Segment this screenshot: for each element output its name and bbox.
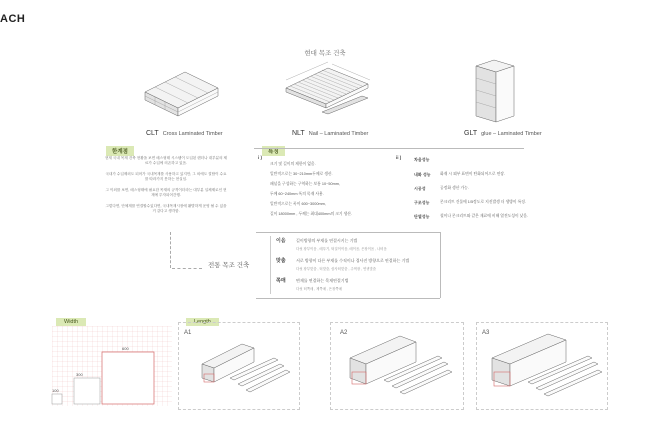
length-label-a2: A2: [340, 330, 348, 336]
joinery-term-1: 이음: [276, 238, 286, 244]
feature-item-2: 일반적으로는 30~210mm두께로 생산.: [270, 172, 333, 176]
limits-p1: 현재 국내 목재 건축 현황을 보면 매스형태 시스템이 도입된 렌더나 대부분의 제료가 수입에 의존하고 있음.: [104, 156, 228, 165]
nlt-caption: [292, 130, 368, 137]
glt-abbr: GLT: [464, 130, 478, 137]
joinery-term-3: 쪽매: [276, 278, 286, 284]
length-a3-drawing: [488, 332, 604, 400]
prop-label-4: 구조성능: [414, 200, 430, 205]
joinery-sub-3: 다섯 턱쪽매 , 제쪽매 , 은장쪽매: [296, 287, 342, 291]
feature-item-3: 패널을 구성하는 구역하는 보통 10~50mm,: [270, 182, 340, 186]
joinery-desc-2: 서로 방향이 다른 부재를 수직이나 경사진 방향으로 연결하는 기법: [296, 258, 410, 263]
feature-item-4: 두께 60~240mm 폭의 목재 사용.: [270, 192, 324, 196]
joinery-sub-1: 다섯 장부이음 , 메뚜기, 턱걸이이음, 메이음, 은장이음 , 나비음: [296, 247, 387, 251]
clt-caption: [146, 130, 223, 137]
clt-illustration: [140, 62, 220, 122]
joinery-dash-h: [172, 268, 202, 269]
feature-item-5: 일반적으로는 폭이 600~3000mm,: [270, 202, 326, 206]
length-label-a1: A1: [184, 330, 192, 336]
nlt-illustration: [282, 60, 372, 122]
clt-name: Cross Laminated Timber: [162, 131, 223, 137]
limits-p4: 그렇다면, 단체재를 연결할수있다면, 국내목재시장에 활발하게 운영 될 수 있을 거 같다고 생각함.: [105, 204, 227, 213]
features-tag: 특징: [262, 146, 285, 156]
joinery-right-rule: [440, 232, 441, 298]
width-tag: Width: [56, 318, 86, 326]
limits-tag: 한계점: [106, 146, 134, 156]
width-dim-300: 300: [76, 372, 83, 377]
prop-value-2: 화재 시 외부 표면이 탄화되어으로 연장.: [440, 172, 506, 176]
prop-value-3: 공정화 생산 가능.: [440, 186, 469, 190]
prop-label-1: 차음성능: [414, 157, 430, 162]
length-a2-drawing: [344, 334, 454, 398]
main-title: 현대 목조 건축: [304, 50, 346, 57]
joinery-desc-3: 면재를 연결하는 목재연결기법: [296, 278, 349, 283]
feature-item-6: 길이 18000mm , 두께는 최대400mm의 크기 생산.: [270, 212, 352, 216]
glt-name: glue – Laminated Timber: [481, 131, 542, 137]
clt-abbr: CLT: [146, 130, 159, 137]
nlt-name: Nail – Laminated Timber: [308, 131, 369, 137]
width-box-300: [74, 378, 100, 404]
clt-panel-stack: [145, 72, 218, 116]
joinery-desc-1: 길이방향의 부재를 연결시키는 기법: [296, 238, 358, 243]
width-grid: [52, 326, 172, 406]
length-tag: Length: [186, 318, 219, 326]
joinery-sub-2: 다섯 장부맞춤 , 턱맞춤, 삼사턱맞춤 , 주먹장 , 연귀맞춤: [296, 267, 377, 271]
nlt-abbr: NLT: [292, 130, 305, 137]
limits-p3: 그 이외를 보면, 매스형태에 필요한 목재의 규격이더라는 대부분 일체제로인 현재에 투자되어간행.: [105, 188, 227, 197]
joinery-label: 전통 목조 건축: [208, 262, 250, 269]
width-box-600: [102, 352, 154, 404]
prop-value-4: 콘크리트 건물에 1/5정도로 지진발생 더 생방이 특징.: [440, 200, 527, 204]
features-section-1: i ): [258, 155, 262, 160]
features-divider: [254, 148, 527, 233]
width-box-100: [52, 394, 62, 404]
joinery-bottom-rule: [256, 298, 440, 299]
feature-item-1: 크기 및 길이의 제한이 없음.: [270, 162, 316, 166]
length-a1-drawing: [192, 334, 292, 394]
joinery-top-rule: [256, 232, 440, 233]
joinery-term-2: 맞춤: [276, 258, 286, 264]
prop-label-3: 시공성: [414, 186, 426, 191]
joinery-inner-rule: [270, 236, 271, 294]
limits-p2: 국내가 수입제외도 되어가 국내목재를 사용하고 있지만, 그 외에도 결합이 수요를 따라가지 못하는 현실임.: [105, 172, 227, 181]
width-dim-100: 100: [52, 388, 59, 393]
prop-label-5: 단열성능: [414, 214, 430, 219]
glt-illustration: [466, 56, 526, 128]
glt-caption: [464, 130, 542, 137]
joinery-dash-v: [170, 232, 171, 268]
length-label-a3: A3: [482, 330, 490, 336]
width-dim-600: 600: [122, 346, 129, 351]
features-section-2: ii ): [396, 155, 402, 160]
corner-text: ACH: [0, 13, 26, 25]
prop-value-5: 철이나 콘크리트와 같은 재료에 비해 열전도성이 낮음.: [440, 214, 529, 218]
prop-label-2: 내화 성능: [414, 172, 431, 177]
